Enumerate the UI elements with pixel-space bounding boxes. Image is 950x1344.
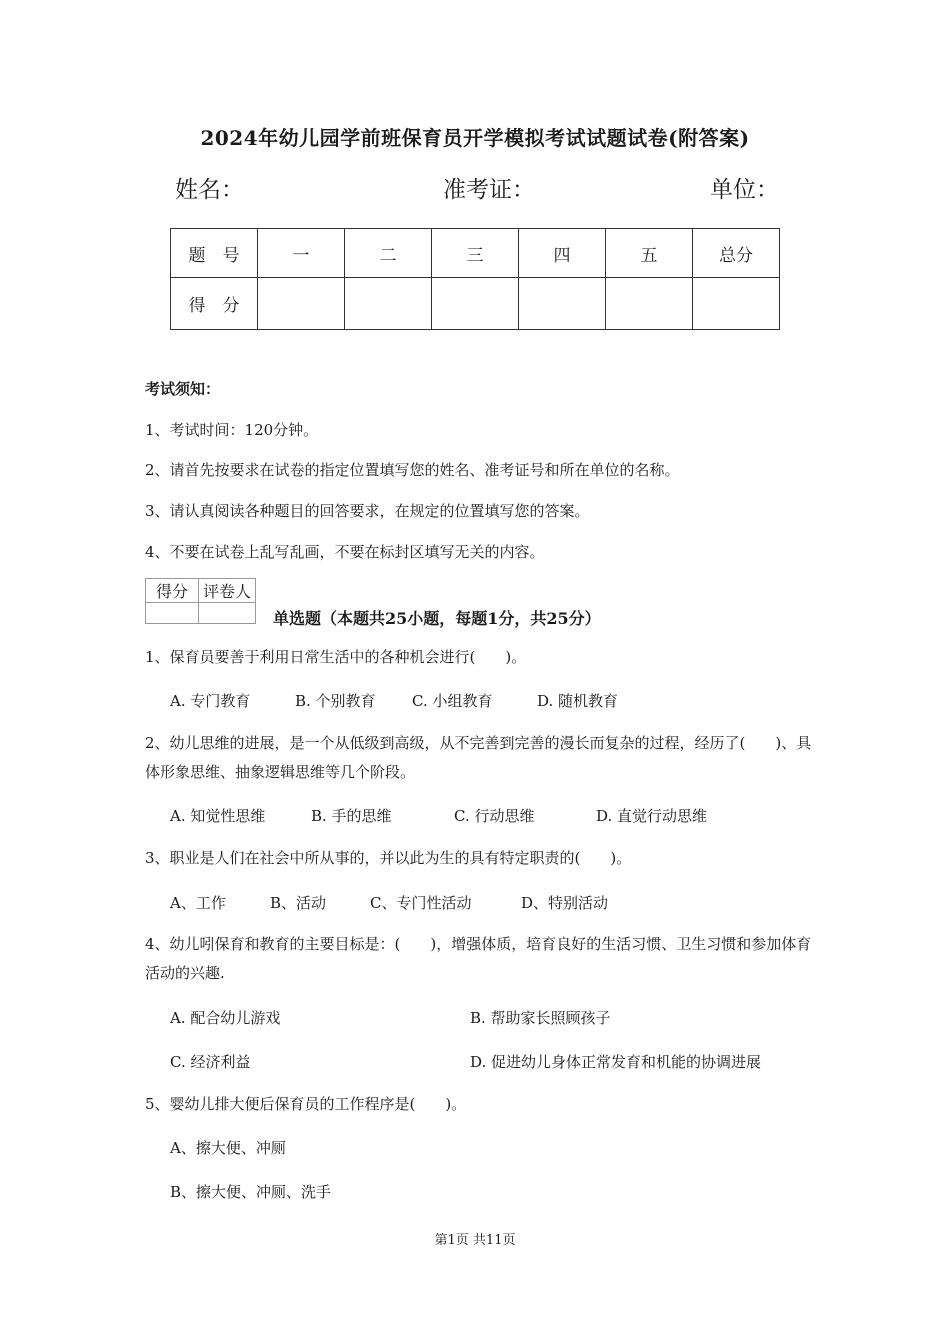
question-3: 3、职业是人们在社会中所从事的，并以此为生的具有特定职责的( )。 [145,849,632,867]
question-4-option-d[interactable]: D. 促进幼儿身体正常发育和机能的协调进展 [470,1053,762,1071]
score-table [170,228,780,330]
question-1-option-d[interactable]: D. 随机教育 [537,692,619,710]
question-5-option-a[interactable]: A、擦大便、冲厕 [170,1139,286,1157]
question-2-option-a[interactable]: A. 知觉性思维 [170,807,266,825]
score-table-score-row [171,278,780,330]
score-table-header-cell: 二 [345,229,432,278]
question-4: 4、幼儿吲保育和教育的主要目标是：( )，增强体质，培育良好的生活习惯、卫生习惯和参加体育活动的兴趣. [145,935,812,982]
grader-name-cell[interactable] [199,603,256,624]
score-table-header-cell: 三 [432,229,519,278]
question-5-option-b[interactable]: B、擦大便、冲厕、洗手 [170,1183,332,1201]
grader-name-label: 评卷人 [199,579,256,603]
question-5: 5、婴幼儿排大便后保育员的工作程序是( )。 [145,1095,467,1113]
question-2-option-b[interactable]: B. 手的思维 [311,807,392,825]
score-table-header-cell: 五 [606,229,693,278]
grader-score-label: 得分 [146,579,199,603]
notice-item: 1、考试时间：120分钟。 [145,421,319,439]
notice-item: 3、请认真阅读各种题目的回答要求，在规定的位置填写您的答案。 [145,502,590,520]
question-1-option-a[interactable]: A. 专门教育 [170,692,251,710]
unit-label: 单位： [710,177,779,203]
score-table-header-cell: 题 号 [171,229,258,278]
score-table-header-cell: 总分 [693,229,780,278]
name-label: 姓名： [175,177,244,203]
question-3-option-d[interactable]: D、特别活动 [521,894,609,912]
score-cell[interactable] [519,278,606,330]
score-cell[interactable] [693,278,780,330]
score-cell[interactable] [606,278,693,330]
score-table-header-cell: 一 [258,229,345,278]
notice-item: 2、请首先按要求在试卷的指定位置填写您的姓名、准考证号和所在单位的名称。 [145,461,680,479]
score-row-label: 得 分 [171,278,258,330]
score-cell[interactable] [432,278,519,330]
question-4-option-c[interactable]: C. 经济利益 [170,1053,251,1071]
question-4-option-a[interactable]: A. 配合幼儿游戏 [170,1009,281,1027]
score-table-header-cell: 四 [519,229,606,278]
score-cell[interactable] [258,278,345,330]
grader-score-cell[interactable] [146,603,199,624]
exam-number-label: 准考证： [443,177,535,203]
question-2-option-d[interactable]: D. 直觉行动思维 [596,807,708,825]
page-title: 2024年幼儿园学前班保育员开学模拟考试试题试卷(附答案) [200,126,750,150]
candidate-info [175,171,780,203]
grader-box [145,578,256,624]
question-1: 1、保育员要善于利用日常生活中的各种机会进行( )。 [145,648,527,666]
question-3-option-c[interactable]: C、专门性活动 [370,894,472,912]
question-2-option-c[interactable]: C. 行动思维 [454,807,535,825]
notice-title: 考试须知： [145,380,221,398]
question-2: 2、幼儿思维的进展，是一个从低级到高级，从不完善到完善的漫长而复杂的过程，经历了( )、具体形象思维、抽象逻辑思维等几个阶段。 [145,734,812,781]
section-title: 单选题（本题共25小题，每题1分，共25分） [273,609,601,628]
question-3-option-a[interactable]: A、工作 [170,894,226,912]
question-3-option-b[interactable]: B、活动 [270,894,327,912]
score-table-header-row [171,229,780,278]
question-1-option-b[interactable]: B. 个别教育 [295,692,376,710]
score-cell[interactable] [345,278,432,330]
page-footer: 第1页 共11页 [434,1233,516,1248]
question-1-option-c[interactable]: C. 小组教育 [412,692,493,710]
notice-item: 4、不要在试卷上乱写乱画，不要在标封区填写无关的内容。 [145,543,545,561]
question-4-option-b[interactable]: B. 帮助家长照顾孩子 [470,1009,611,1027]
